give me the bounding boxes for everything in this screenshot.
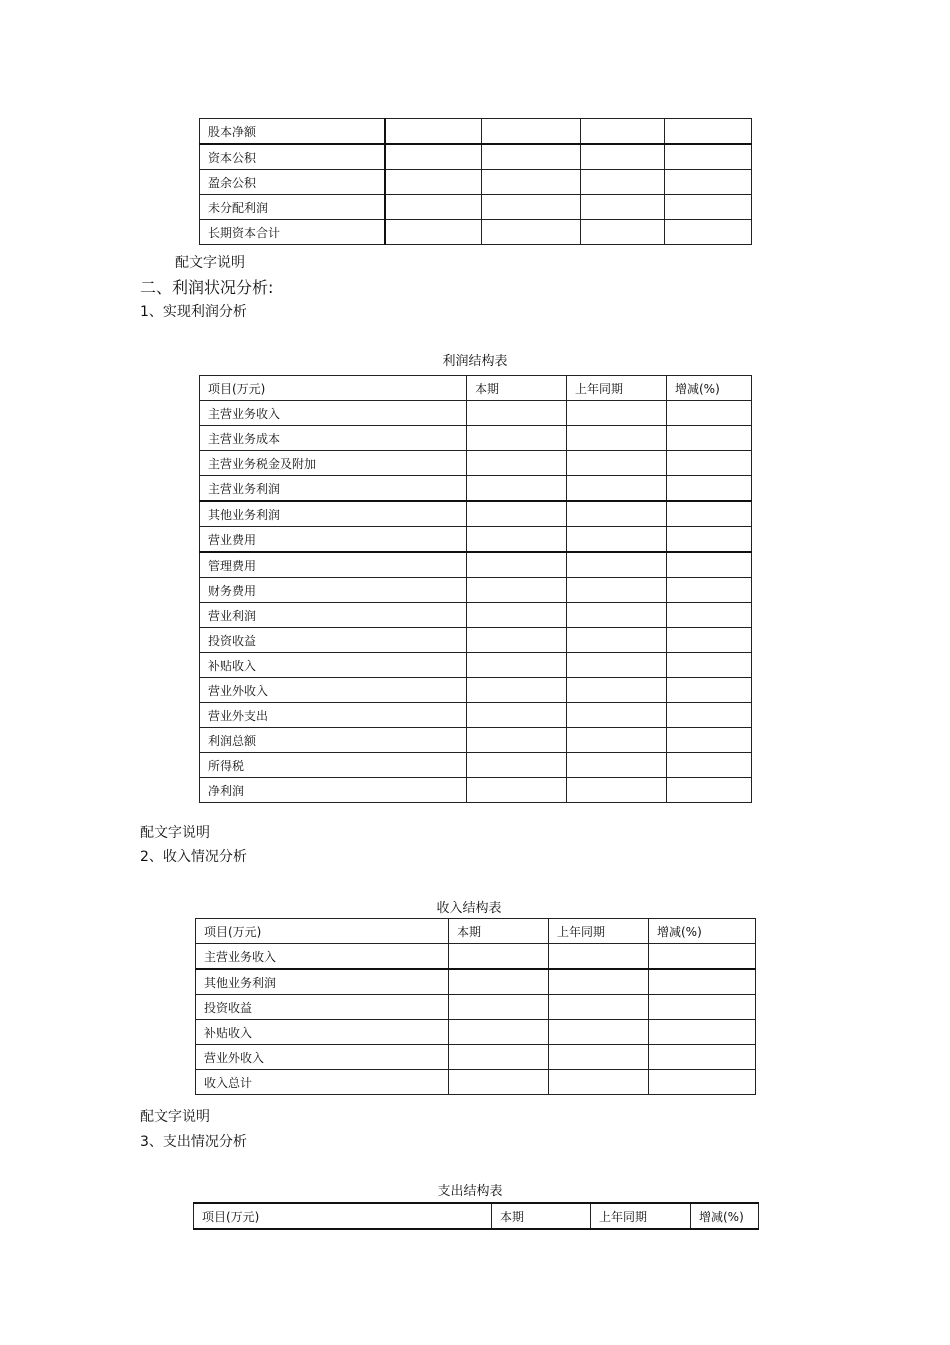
cell[interactable] (581, 144, 665, 170)
cell[interactable] (549, 944, 649, 970)
table-row (200, 703, 752, 728)
table-row (200, 628, 752, 653)
cell[interactable] (667, 703, 752, 728)
column-header: 增减(%) (691, 1203, 759, 1229)
cell[interactable] (549, 1020, 649, 1045)
row-label: 主营业务成本 (200, 426, 467, 451)
cell[interactable] (482, 220, 581, 245)
cell[interactable] (449, 944, 549, 970)
cell[interactable] (385, 220, 482, 245)
cell[interactable] (567, 778, 667, 803)
cell[interactable] (449, 1070, 549, 1095)
cell[interactable] (581, 220, 665, 245)
row-label: 资本公积 (200, 144, 385, 170)
table-row (200, 144, 752, 170)
cell[interactable] (467, 401, 567, 426)
row-label: 股本净额 (200, 119, 385, 145)
cell[interactable] (385, 170, 482, 195)
cell[interactable] (449, 1045, 549, 1070)
cell[interactable] (567, 728, 667, 753)
cell[interactable] (467, 603, 567, 628)
table-row (200, 678, 752, 703)
cell[interactable] (665, 170, 752, 195)
row-label: 利润总额 (200, 728, 467, 753)
column-header: 上年同期 (567, 376, 667, 401)
cell[interactable] (567, 753, 667, 778)
row-label: 其他业务利润 (200, 501, 467, 527)
column-header: 增减(%) (649, 919, 756, 944)
row-label: 盈余公积 (200, 170, 385, 195)
table-row (200, 778, 752, 803)
cell[interactable] (649, 1045, 756, 1070)
cell[interactable] (482, 144, 581, 170)
row-label: 主营业务税金及附加 (200, 451, 467, 476)
cell[interactable] (467, 753, 567, 778)
column-header: 本期 (449, 919, 549, 944)
expense-table (193, 1202, 759, 1230)
column-header: 本期 (492, 1203, 591, 1229)
cell[interactable] (467, 578, 567, 603)
table-row (200, 501, 752, 527)
cell[interactable] (581, 195, 665, 220)
cell[interactable] (667, 501, 752, 527)
caption-note: 配文字说明 (175, 255, 245, 271)
cell[interactable] (467, 728, 567, 753)
table-row (200, 401, 752, 426)
cell[interactable] (567, 578, 667, 603)
row-label: 其他业务利润 (196, 969, 449, 995)
cell[interactable] (665, 195, 752, 220)
cell[interactable] (449, 969, 549, 995)
row-label: 补贴收入 (196, 1020, 449, 1045)
column-header: 本期 (467, 376, 567, 401)
cell[interactable] (567, 451, 667, 476)
cell[interactable] (567, 527, 667, 553)
cell[interactable] (567, 501, 667, 527)
cell[interactable] (549, 1045, 649, 1070)
cell[interactable] (567, 426, 667, 451)
row-label: 财务费用 (200, 578, 467, 603)
cell[interactable] (667, 753, 752, 778)
table-row (196, 969, 756, 995)
cell[interactable] (549, 995, 649, 1020)
cell[interactable] (667, 678, 752, 703)
table-header-row (196, 919, 756, 944)
cell[interactable] (667, 401, 752, 426)
table-header-row (194, 1203, 759, 1229)
table-title: 收入结构表 (436, 901, 502, 916)
table-row (200, 578, 752, 603)
row-label: 未分配利润 (200, 195, 385, 220)
row-label: 营业外收入 (196, 1045, 449, 1070)
row-label: 管理费用 (200, 552, 467, 578)
cell[interactable] (567, 603, 667, 628)
cell[interactable] (581, 119, 665, 145)
cell[interactable] (567, 678, 667, 703)
cell[interactable] (385, 119, 482, 145)
cell[interactable] (667, 653, 752, 678)
row-label: 长期资本合计 (200, 220, 385, 245)
cell[interactable] (467, 678, 567, 703)
table-row (200, 603, 752, 628)
cell[interactable] (567, 628, 667, 653)
table-row (200, 119, 752, 145)
cell[interactable] (649, 1020, 756, 1045)
table-row (196, 995, 756, 1020)
cell[interactable] (482, 170, 581, 195)
cell[interactable] (385, 144, 482, 170)
income-table (195, 918, 756, 1095)
cell[interactable] (665, 220, 752, 245)
cell[interactable] (467, 703, 567, 728)
cell[interactable] (467, 778, 567, 803)
cell[interactable] (467, 552, 567, 578)
cell[interactable] (567, 552, 667, 578)
cell[interactable] (667, 603, 752, 628)
table-row (200, 728, 752, 753)
cell[interactable] (567, 476, 667, 502)
row-label: 收入总计 (196, 1070, 449, 1095)
table-row (200, 476, 752, 502)
row-label: 补贴收入 (200, 653, 467, 678)
caption-note: 配文字说明 (140, 825, 210, 841)
cell[interactable] (667, 527, 752, 553)
cell[interactable] (482, 195, 581, 220)
table-title: 利润结构表 (442, 354, 508, 369)
table-title: 支出结构表 (437, 1184, 503, 1199)
table-header-row (200, 376, 752, 401)
table-row (200, 170, 752, 195)
column-header: 项目(万元) (194, 1203, 492, 1229)
table-row (196, 944, 756, 970)
cell[interactable] (667, 628, 752, 653)
cell[interactable] (449, 995, 549, 1020)
table-row (200, 552, 752, 578)
table-row (200, 451, 752, 476)
cell[interactable] (549, 1070, 649, 1095)
subsection-heading: 3、支出情况分析 (140, 1134, 247, 1150)
subsection-heading: 1、实现利润分析 (140, 304, 247, 320)
table-row (196, 1045, 756, 1070)
row-label: 净利润 (200, 778, 467, 803)
cell[interactable] (567, 653, 667, 678)
table-row (196, 1070, 756, 1095)
column-header: 上年同期 (591, 1203, 691, 1229)
cell[interactable] (467, 628, 567, 653)
table-row (200, 220, 752, 245)
row-label: 营业费用 (200, 527, 467, 553)
cell[interactable] (667, 778, 752, 803)
row-label: 所得税 (200, 753, 467, 778)
cell[interactable] (667, 552, 752, 578)
cell[interactable] (667, 728, 752, 753)
row-label: 营业利润 (200, 603, 467, 628)
cell[interactable] (567, 401, 667, 426)
column-header: 上年同期 (549, 919, 649, 944)
cell[interactable] (467, 501, 567, 527)
table-row (200, 653, 752, 678)
table-row (200, 527, 752, 553)
cell[interactable] (667, 476, 752, 502)
cell[interactable] (467, 527, 567, 553)
section-heading: 二、利润状况分析: (140, 278, 274, 297)
table-row (200, 195, 752, 220)
row-label: 主营业务收入 (200, 401, 467, 426)
column-header: 增减(%) (667, 376, 752, 401)
table-row (200, 426, 752, 451)
row-label: 投资收益 (196, 995, 449, 1020)
cell[interactable] (665, 144, 752, 170)
cell[interactable] (482, 119, 581, 145)
cell[interactable] (467, 653, 567, 678)
cell[interactable] (467, 426, 567, 451)
cell[interactable] (467, 476, 567, 502)
equity-table (199, 118, 752, 245)
row-label: 主营业务利润 (200, 476, 467, 502)
cell[interactable] (549, 969, 649, 995)
cell[interactable] (667, 451, 752, 476)
cell[interactable] (385, 195, 482, 220)
cell[interactable] (649, 969, 756, 995)
column-header: 项目(万元) (200, 376, 467, 401)
cell[interactable] (667, 578, 752, 603)
profit-table (199, 375, 752, 803)
cell[interactable] (581, 170, 665, 195)
cell[interactable] (649, 944, 756, 970)
cell[interactable] (567, 703, 667, 728)
cell[interactable] (665, 119, 752, 145)
table-row (196, 1020, 756, 1045)
cell[interactable] (649, 995, 756, 1020)
row-label: 投资收益 (200, 628, 467, 653)
caption-note: 配文字说明 (140, 1109, 210, 1125)
cell[interactable] (649, 1070, 756, 1095)
cell[interactable] (449, 1020, 549, 1045)
cell[interactable] (667, 426, 752, 451)
table-row (200, 753, 752, 778)
column-header: 项目(万元) (196, 919, 449, 944)
cell[interactable] (467, 451, 567, 476)
row-label: 主营业务收入 (196, 944, 449, 970)
row-label: 营业外收入 (200, 678, 467, 703)
row-label: 营业外支出 (200, 703, 467, 728)
subsection-heading: 2、收入情况分析 (140, 849, 247, 865)
